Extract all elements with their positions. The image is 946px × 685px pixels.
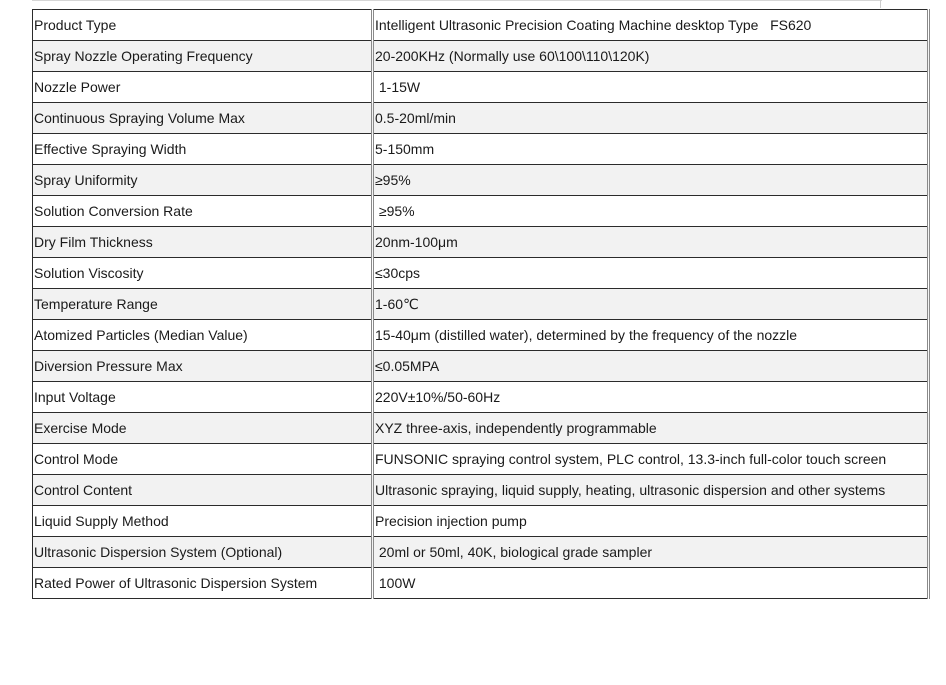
spec-value: XYZ three-axis, independently programmable [373,413,929,444]
spec-label: Liquid Supply Method [33,506,373,537]
table-row [33,351,929,382]
table-row [33,413,929,444]
spec-label: Nozzle Power [33,72,373,103]
spec-label: Continuous Spraying Volume Max [33,103,373,134]
table-row [33,475,929,506]
table-row [33,134,929,165]
table-row [33,165,929,196]
spec-value: 20ml or 50ml, 40K, biological grade sampler [373,537,929,568]
table-row [33,10,929,41]
spec-label: Control Content [33,475,373,506]
table-row [33,103,929,134]
spec-label: Exercise Mode [33,413,373,444]
spec-value: Precision injection pump [373,506,929,537]
table-row [33,506,929,537]
spec-value: 5-150mm [373,134,929,165]
table-row [33,258,929,289]
spec-table-body [33,10,929,599]
top-rule [32,0,882,3]
spec-label: Input Voltage [33,382,373,413]
spec-label: Temperature Range [33,289,373,320]
table-row [33,537,929,568]
table-row [33,444,929,475]
spec-value: Intelligent Ultrasonic Precision Coating Machine desktop Type FS620 [373,10,929,41]
spec-value: FUNSONIC spraying control system, PLC control, 13.3-inch full-color touch screen [373,444,929,475]
spec-value: 0.5-20ml/min [373,103,929,134]
spec-value: 15-40μm (distilled water), determined by the frequency of the nozzle [373,320,929,351]
spec-label: Effective Spraying Width [33,134,373,165]
spec-label: Spray Nozzle Operating Frequency [33,41,373,72]
table-row [33,382,929,413]
spec-value: Ultrasonic spraying, liquid supply, heating, ultrasonic dispersion and other systems [373,475,929,506]
spec-value: ≥95% [373,196,929,227]
spec-value: 20nm-100μm [373,227,929,258]
table-row [33,568,929,599]
spec-label: Diversion Pressure Max [33,351,373,382]
spec-label: Rated Power of Ultrasonic Dispersion System [33,568,373,599]
table-row [33,289,929,320]
spec-label: Solution Viscosity [33,258,373,289]
table-row [33,227,929,258]
spec-value: 100W [373,568,929,599]
spec-value: 1-60℃ [373,289,929,320]
table-row [33,196,929,227]
spec-label: Ultrasonic Dispersion System (Optional) [33,537,373,568]
spec-value: 220V±10%/50-60Hz [373,382,929,413]
spec-value: ≤0.05MPA [373,351,929,382]
spec-value: 20-200KHz (Normally use 60\100\110\120K) [373,41,929,72]
spec-label: Solution Conversion Rate [33,196,373,227]
spec-label: Control Mode [33,444,373,475]
spec-label: Atomized Particles (Median Value) [33,320,373,351]
spec-value: ≤30cps [373,258,929,289]
table-row [33,72,929,103]
spec-table [32,9,930,599]
spec-label: Spray Uniformity [33,165,373,196]
spec-label: Product Type [33,10,373,41]
table-row [33,320,929,351]
table-row [33,41,929,72]
spec-value: ≥95% [373,165,929,196]
spec-value: 1-15W [373,72,929,103]
spec-label: Dry Film Thickness [33,227,373,258]
top-tick [880,0,881,8]
